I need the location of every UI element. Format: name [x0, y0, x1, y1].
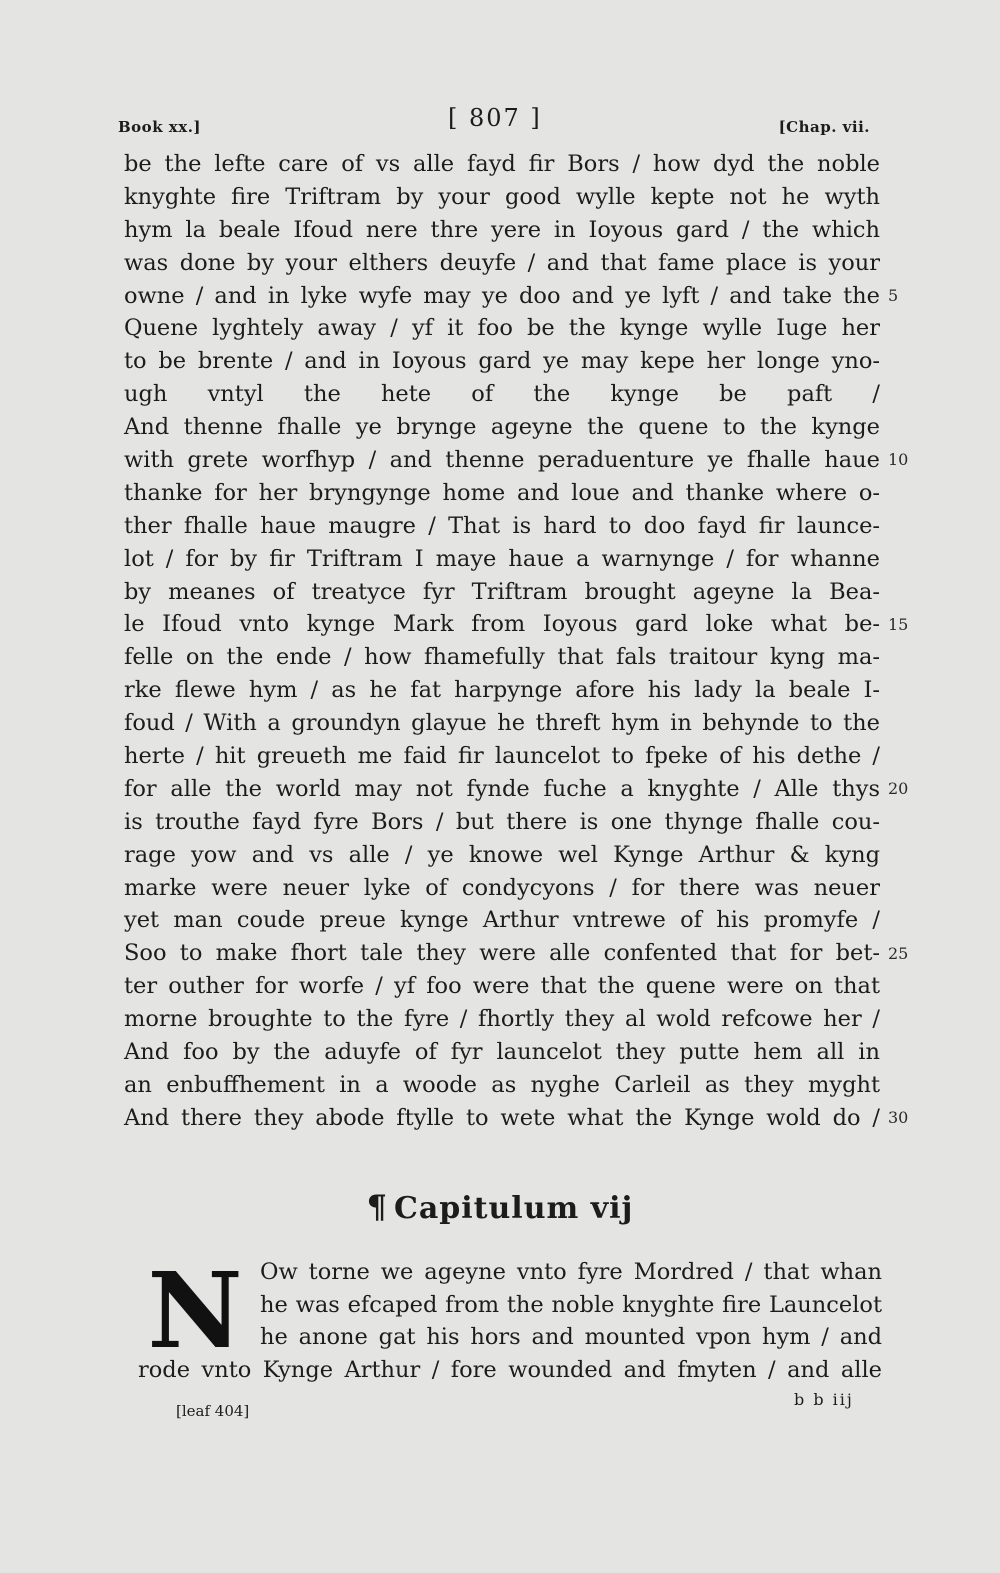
text-line: an enbuffhement in a woode as nyghe Carleil as they myght	[124, 1071, 880, 1098]
line-number: 5	[888, 285, 899, 305]
text-line: ter outher for worfe / yf foo were that the quene were on that	[124, 973, 880, 1000]
text-line: with grete worfhyp / and thenne peraduenture ye fhalle haue	[124, 447, 880, 474]
text-line: for alle the world may not fynde fuche a knyghte / Alle thys	[124, 775, 880, 802]
running-header	[118, 100, 870, 140]
chapter-title: Capitulum vij	[393, 1191, 634, 1226]
chapter-opening-text	[260, 1256, 882, 1354]
text-line: hym la beale Ifoud nere thre yere in Ioyous gard / the which	[124, 216, 880, 243]
line-number: 25	[888, 943, 909, 963]
chapter-label: [Chap. vii.	[778, 118, 870, 136]
book-label: Book xx.]	[118, 118, 202, 136]
text-line: owne / and in lyke wyfe may ye doo and ye lyft / and take the	[124, 282, 880, 309]
text-line: yet man coude preue kynge Arthur vntrewe of his promyfe /	[124, 907, 880, 934]
line-number: 15	[888, 614, 909, 634]
text-line: And thenne fhalle ye brynge ageyne the quene to the kynge	[124, 414, 880, 441]
line-number: 20	[888, 779, 909, 799]
text-line: is trouthe fayd fyre Bors / but there is one thynge fhalle cou-	[124, 808, 880, 835]
text-line: rke flewe hym / as he fat harpynge afore his lady la beale I-	[124, 677, 880, 704]
chapter-line: rode vnto Kynge Arthur / fore wounded and fmyten / and alle	[138, 1357, 882, 1383]
text-line: Quene lyghtely away / yf it foo be the kynge wylle Iuge her	[124, 315, 880, 342]
text-line: ugh vntyl the hete of the kynge be paft /	[124, 381, 880, 408]
main-text-block	[124, 148, 880, 1135]
line-number: 30	[888, 1108, 909, 1128]
text-line: thanke for her bryngynge home and loue and thanke where o-	[124, 479, 880, 506]
text-line: Soo to make fhort tale they were alle confented that for bet-	[124, 940, 880, 967]
text-line: And there they abode ftylle to wete what the Kynge wold do /	[124, 1104, 880, 1131]
text-line: marke were neuer lyke of condycyons / for there was neuer	[124, 874, 880, 901]
text-line: le Ifoud vnto kynge Mark from Ioyous gard loke what be-	[124, 611, 880, 638]
text-line: ther fhalle haue maugre / That is hard to doo fayd fir launce-	[124, 512, 880, 539]
chapter-line: he was efcaped from the noble knyghte fire Launcelot	[260, 1291, 882, 1318]
text-line: rage yow and vs alle / ye knowe wel Kynge Arthur & kyng	[124, 841, 880, 868]
chapter-line: he anone gat his hors and mounted vpon hym / and	[260, 1324, 882, 1350]
text-line: by meanes of treatyce fyr Triftram brought ageyne la Bea-	[124, 578, 880, 605]
pilcrow-icon: ¶	[366, 1188, 388, 1226]
chapter-line: Ow torne we ageyne vnto fyre Mordred / that whan	[260, 1259, 882, 1285]
text-line: foud / With a groundyn glayue he threft hym in behynde to the	[124, 710, 880, 737]
line-number: 10	[888, 450, 909, 470]
text-line: lot / for by fir Triftram I maye haue a warnynge / for whanne	[124, 545, 880, 572]
text-line: herte / hit greueth me faid fir launcelot to fpeke of his dethe /	[124, 743, 880, 770]
text-line: knyghte fire Triftram by your good wylle kepte not he wyth	[124, 183, 880, 210]
text-line: was done by your elthers deuyfe / and that fame place is your	[124, 249, 880, 276]
text-line: morne broughte to the fyre / fhortly they al wold refcowe her /	[124, 1006, 880, 1033]
text-line: be the lefte care of vs alle fayd fir Bors / how dyd the noble	[124, 151, 880, 177]
text-line: And foo by the aduyfe of fyr launcelot they putte hem all in	[124, 1039, 880, 1066]
chapter-heading	[0, 1188, 1000, 1226]
text-line: to be brente / and in Ioyous gard ye may kepe her longe yno-	[124, 348, 880, 375]
text-line: felle on the ende / how fhamefully that fals traitour kyng ma-	[124, 644, 880, 671]
drop-cap-initial: N	[147, 1249, 243, 1372]
leaf-number: [leaf 404]	[176, 1402, 250, 1420]
signature-mark: b b iij	[794, 1390, 854, 1409]
page-number: [ 807 ]	[448, 104, 542, 132]
